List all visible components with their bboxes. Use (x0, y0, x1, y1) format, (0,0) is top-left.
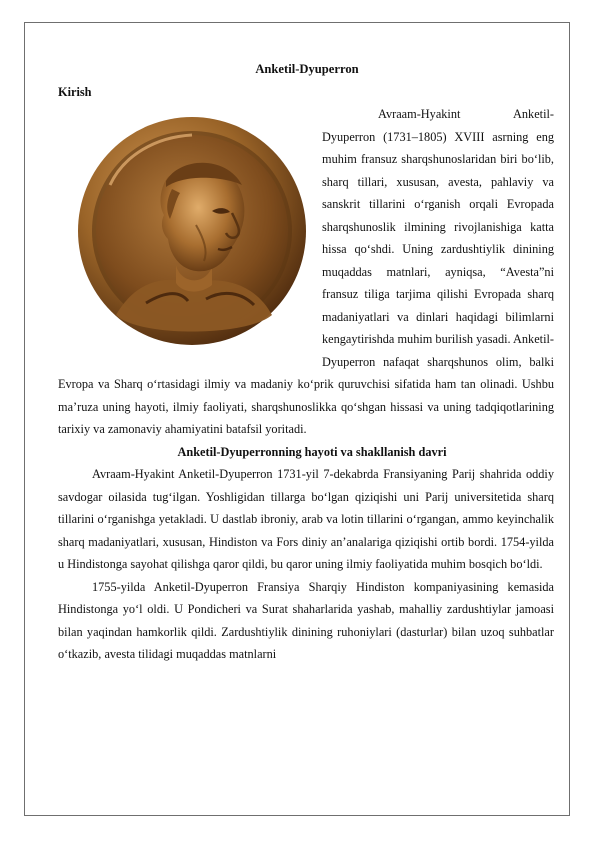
section-heading: Anketil-Dyuperronning hayoti va shakllanish davri (177, 444, 447, 459)
intro-heading: Kirish (58, 84, 92, 99)
document-title: Anketil-Dyuperron (255, 62, 359, 76)
intro-section (58, 103, 554, 441)
intro-paragraph: Avraam-Hyakint Anketil-Dyuperron (1731–1805) XVIII asrning eng muhim fransuz sharqshunoslaridan biri bo‘lib, sharq tillari, xususan, avesta, pahlaviy va sanskrit tillarini o‘rganish orqali Evropada sharqshunoslik ilmining rivojlanishiga katta hissa qo‘shdi. Uning zardushtiylik dinining muqaddas matnlari, ayniqsa, “Avesta”ni fransuz tiliga tarjima qilishi Evropada sharq madaniyatlari va dinlari haqidagi bilimlarni kengaytirishda muhim burilish yasadi. Anketil-Dyuperron nafaqat sharqshunos olim, balki Evropa va Sharq o‘rtasidagi ilmiy va madaniy ko‘prik quruvchisi sifatida ham tan olinadi. Ushbu ma’ruza uning hayoti, ilmiy faoliyati, sharqshunoslikka qo‘shgan hissasi va uning tadqiqotlarining tarixiy va zamonaviy ahamiyatini batafsil yoritadi. (58, 107, 554, 436)
bronze-medallion-icon (76, 115, 308, 347)
body-paragraph-1: Avraam-Hyakint Anketil-Dyuperron 1731-yil 7-dekabrda Fransiyaning Parij shahrida oddiy savdogar oilasida tug‘ilgan. Yoshligidan tillarga bo‘lgan qiziqishi uni Parij universitetida sharq tillarini o‘rganishga yetakladi. U dastlab ibroniy, arab va lotin tillarini o‘rgangan, ammo keyinchalik sharq madaniyatlari, xususan, Hindiston va Fors diniy an’analariga qiziqishi ortib bordi. 1754-yilda u Hindistonga sayohat qilishga qaror qildi, bu qaror uning ilmiy faoliyatida muhim bosqich bo‘ldi. (58, 467, 554, 571)
body-paragraph-2: 1755-yilda Anketil-Dyuperron Fransiya Sharqiy Hindiston kompaniyasining kemasida Hindistonga yo‘l oldi. U Pondicheri va Surat shaharlarida yashab, mahalliy zardushtiylar jamoasi bilan yaqindan hamkorlik qildi. Zardushtiylik dinining ruhoniylari (dasturlar) bilan uzoq suhbatlar o‘tkazib, avesta tilidagi muqaddas matnlarni (58, 579, 554, 661)
document-body (58, 58, 554, 666)
portrait-medallion-image (60, 105, 310, 355)
